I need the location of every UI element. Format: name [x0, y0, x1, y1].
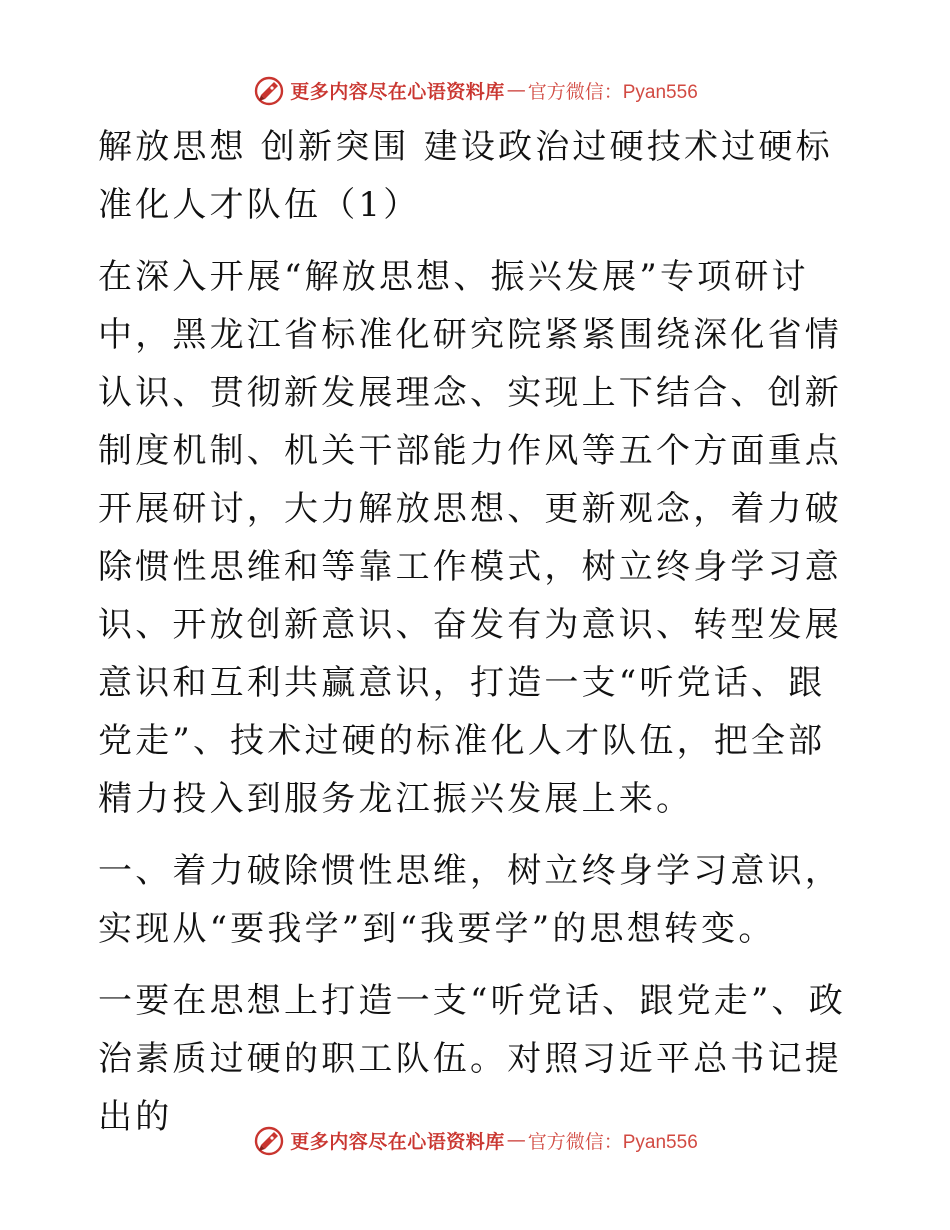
footer-banner-wechat-text: 官方微信：Pyan556	[527, 1131, 698, 1153]
footer-banner-main-text: 更多内容尽在心语资料库	[290, 1130, 505, 1153]
document-paragraph-section-one: 一、着力破除惯性思维，树立终身学习意识，实现从“要我学”到“我要学”的思想转变。	[98, 851, 842, 949]
pen-nib-logo-icon	[252, 1123, 286, 1157]
footer-banner-dash: —	[506, 1129, 526, 1151]
header-banner-dash: —	[506, 79, 526, 101]
header-banner-main-text: 更多内容尽在心语资料库	[290, 80, 505, 103]
document-paragraph-point-one: 一要在思想上打造一支“听党话、跟党走”、政治素质过硬的职工队伍。对照习近平总书记提出的	[98, 981, 846, 1137]
footer-watermark-banner	[0, 1120, 950, 1160]
header-banner-wechat-text: 官方微信：Pyan556	[527, 81, 698, 103]
pen-nib-logo-icon	[252, 73, 286, 107]
document-paragraph-intro: 在深入开展“解放思想、振兴发展”专项研讨中，黑龙江省标准化研究院紧紧围绕深化省情认识、贯彻新发展理念、实现上下结合、创新制度机制、机关干部能力作风等五个方面重点开展研讨，大力解放思想、更新观念，着力破除惯性思维和等靠工作模式，树立终身学习意识、开放创新意识、奋发有为意识、转型发展意识和互利共赢意识，打造一支“听党话、跟党走”、技术过硬的标准化人才队伍，把全部精力投入到服务龙江振兴发展上来。	[98, 257, 842, 819]
document-body	[98, 118, 858, 1146]
header-watermark-banner	[0, 70, 950, 110]
document-title: 解放思想 创新突围 建设政治过硬技术过硬标准化人才队伍（1）	[98, 127, 833, 225]
